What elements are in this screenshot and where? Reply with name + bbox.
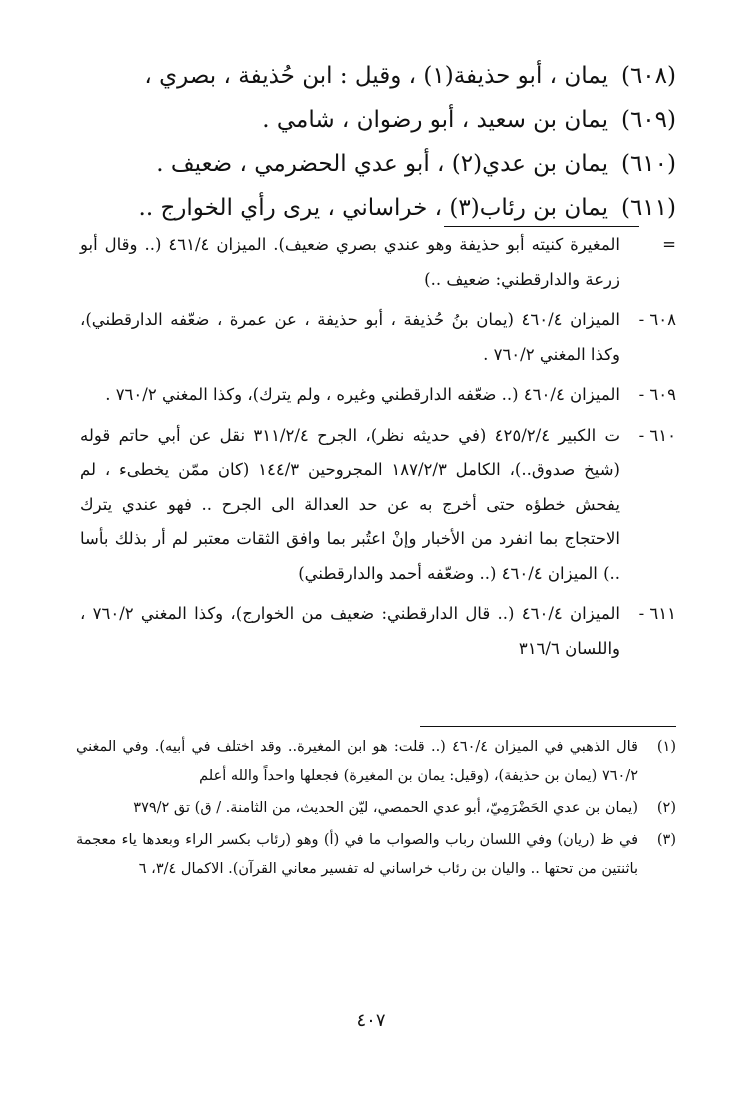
footnote-text: (يمان بن عدي الحَضْرَمِيّ، أبو عدي الحمصي، ليّن الحديث، من الثامنة. / ق) تق ٣٧٩/٢ — [133, 800, 638, 816]
entry-number: (٦١١) — [620, 195, 676, 221]
footnote-label: (٣) — [656, 832, 676, 848]
entry-text: يمان بن سعيد ، أبو رضوان ، شامي . — [262, 107, 608, 133]
footnote-label: (١) — [656, 739, 676, 755]
notes-section — [80, 228, 676, 666]
note-label: ٦٠٨ - — [638, 310, 676, 329]
footnote-1 — [76, 733, 676, 791]
note-label: ٦١٠ - — [638, 425, 676, 445]
note-label: = — [662, 235, 676, 254]
entry-number: (٦١٠) — [620, 151, 676, 177]
footnote-2 — [76, 794, 676, 823]
note-608 — [80, 303, 676, 372]
note-text: الميزان ٤٦٠/٤ (.. قال الدارقطني: ضعيف من الخوارج)، وكذا المغني ٧٦٠/٢ ، واللسان ٣١٦/٦ — [80, 604, 620, 658]
note-text: الميزان ٤٦٠/٤ (.. ضعّفه الدارقطني وغيره ، ولم يترك)، وكذا المغني ٧٦٠/٢ . — [105, 385, 620, 404]
footnote-label: (٢) — [656, 800, 676, 816]
footnote-text: في ظ (ريان) وفي اللسان رباب والصواب ما في (أ) وهو (رئاب بكسر الراء وبعدها ياء معجمة باثنتين من تحتها .. واليان بن رئاب خراساني له تفسير معاني القرآن). الاكمال ٣/٤، ٦ — [76, 832, 638, 877]
divider-footnotes — [420, 726, 676, 727]
entry-text: يمان بن عدي(٢) ، أبو عدي الحضرمي ، ضعيف . — [156, 151, 608, 177]
note-continuation — [80, 228, 676, 297]
note-610 — [80, 419, 676, 592]
note-text: المغيرة كنيته أبو حذيفة وهو عندي بصري ضعيف). الميزان ٤٦١/٤ (.. وقال أبو زرعة والدارقطني: ضعيف ..) — [80, 235, 620, 289]
note-text: الميزان ٤٦٠/٤ (يمان بنُ حُذيفة ، أبو حذيفة ، عن عمرة ، ضعّفه الدارقطني)، وكذا المغني ٧٦٠/٢ . — [80, 310, 621, 364]
note-text: ت الكبير ٤٢٥/٢/٤ (في حديثه نظر)، الجرح ٣١١/٢/٤ نقل عن أبي حاتم قوله (شيخ صدوق..)، الكامل ١٨٧/٢/٣ المجروحين ١٤٤/٣ (كان ممّن يخطىء ، لم يفحش خطؤه حتى أخرج به عن حد العدالة الى الجرح .. فهو عندي يترك الاحتجاج بما انفرد من الأخبار وإنْ اعتُبر بما وافق الثقات معتبر لم أر بذلك بأسا ..) الميزان ٤٦٠/٤ (.. وضعّفه أحمد والدارقطني) — [80, 425, 620, 583]
entry-text: يمان ، أبو حذيفة(١) ، وقيل : ابن حُذيفة ، بصري ، — [144, 63, 608, 89]
divider-top — [444, 226, 639, 227]
entry-text: يمان بن رئاب(٣) ، خراساني ، يرى رأي الخوارج .. — [138, 195, 608, 221]
entry-611 — [70, 186, 676, 230]
note-609 — [80, 378, 676, 413]
page-number: ٤٠٧ — [356, 1010, 386, 1031]
note-611 — [80, 597, 676, 666]
footnotes-section — [76, 733, 676, 884]
footnote-text: قال الذهبي في الميزان ٤٦٠/٤ (.. قلت: هو ابن المغيرة.. وقد اختلف في أبيه). وفي المغني ٧٦٠/٢ (يمان بن حذيفة)، (وقيل: يمان بن المغيرة) فجعلها واحداً والله أعلم — [76, 739, 638, 784]
entry-608 — [70, 54, 676, 98]
entry-609 — [70, 98, 676, 142]
entry-number: (٦٠٩) — [620, 107, 676, 133]
entry-610 — [70, 142, 676, 186]
note-label: ٦١١ - — [638, 604, 676, 623]
footnote-3 — [76, 826, 676, 884]
entries-list — [70, 54, 676, 230]
entry-number: (٦٠٨) — [620, 63, 676, 89]
note-label: ٦٠٩ - — [638, 385, 676, 404]
